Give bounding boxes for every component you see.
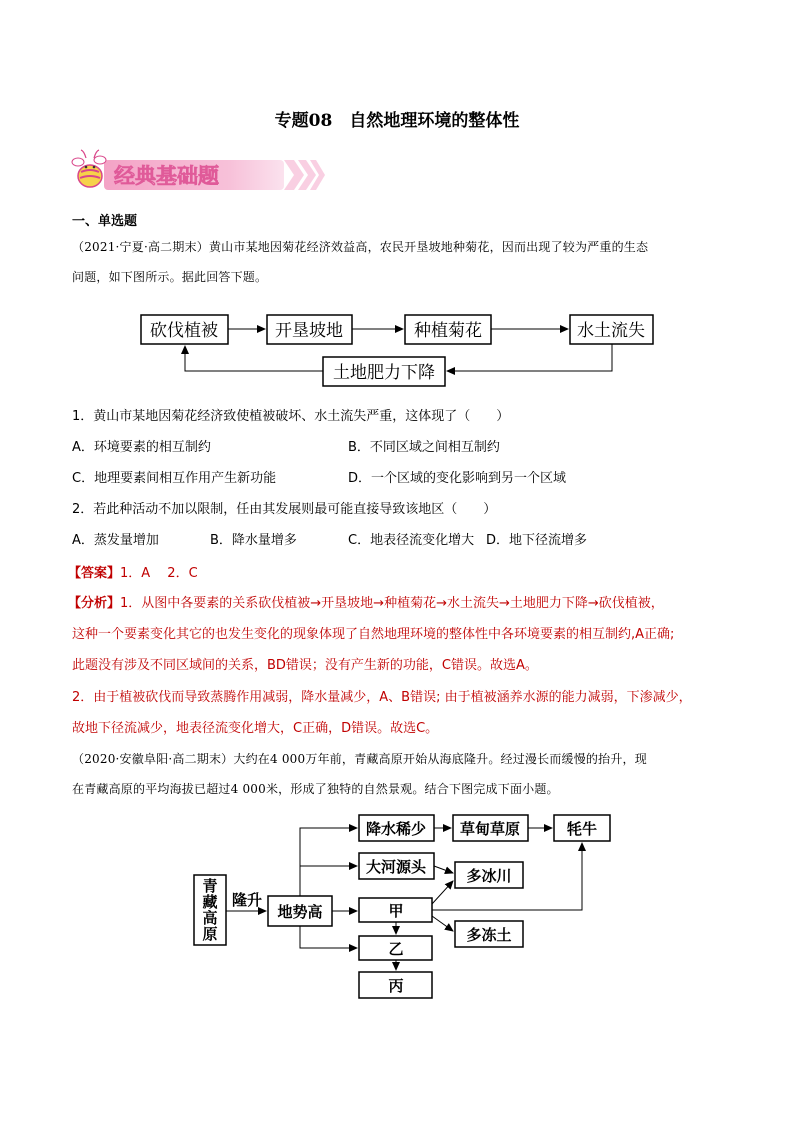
q1-text: 1．黄山市某地因菊花经济致使植被破坏、水土流失严重，这体现了（ ）: [72, 409, 510, 424]
section-heading: 一、单选题: [72, 214, 138, 229]
q1-option-a: A．环境要素的相互制约: [72, 440, 211, 455]
analysis-line3: 此题没有涉及不同区域间的关系，BD错误；没有产生新的功能，C错误。故选A。: [72, 658, 538, 673]
q1-option-b: B．不同区域之间相互制约: [348, 440, 500, 455]
q1-intro-line2: 问题，如下图所示。据此回答下题。: [72, 270, 268, 284]
label-glacier: 多冰川: [466, 867, 512, 885]
label-soil-fertility: 土地肥力下降: [333, 363, 435, 383]
q1-intro-line1: （2021·宁夏·高二期末）黄山市某地因菊花经济效益高，农民开垦坡地种菊花，因而出现了较为严重的生态: [72, 240, 649, 254]
label-soil-erosion: 水土流失: [577, 321, 645, 341]
label-uplift: 隆升: [231, 891, 263, 909]
q2-option-d: D．地下径流增多: [486, 533, 588, 548]
label-deforestation: 砍伐植被: [150, 321, 218, 341]
page-title: 专题08 自然地理环境的整体性: [274, 111, 520, 131]
analysis-text-1: 1．从图中各要素的关系砍伐植被→开垦坡地→种植菊花→水土流失→土地肥力下降→砍伐植被，: [120, 596, 664, 611]
banner-label: 经典基础题: [114, 164, 219, 188]
label-jia: 甲: [388, 902, 404, 920]
label-plant-chrysanthemum: 种植菊花: [414, 321, 482, 341]
q2-option-b: B．降水量增多: [210, 533, 297, 548]
analysis-line2: 这种一个要素变化其它的也发生变化的现象体现了自然地理环境的整体性中各环境要素的相互制约,A正确;: [72, 627, 675, 642]
label-reclaim-slope: 开垦坡地: [275, 321, 343, 341]
label-river-source: 大河源头: [365, 858, 427, 876]
label-low-rain: 降水稀少: [365, 820, 427, 838]
label-yak: 牦牛: [566, 820, 598, 838]
label-meadow: 草甸草原: [459, 820, 521, 838]
plateau-char-3: 高: [202, 909, 218, 927]
answer-value: 1．A 2．C: [120, 566, 198, 581]
plateau-char-2: 藏: [202, 893, 218, 911]
plateau-char-4: 原: [202, 925, 218, 943]
q2-text: 2．若此种活动不加以限制，任由其发展则最可能直接导致该地区（ ）: [72, 502, 497, 517]
label-high-terrain: 地势高: [277, 903, 323, 921]
analysis-line4: 2．由于植被砍伐而导致蒸腾作用减弱，降水量减少，A、B错误; 由于植被涵养水源的能力减弱，下渗减少，: [72, 690, 692, 705]
q1-option-d: D．一个区域的变化影响到另一个区域: [348, 471, 567, 486]
label-bing: 丙: [388, 977, 404, 995]
q2-option-a: A．蒸发量增加: [72, 533, 159, 548]
plateau-char-1: 青: [202, 877, 218, 895]
q3-intro-line1: （2020·安徽阜阳·高二期末）大约在4 000万年前，青藏高原开始从海底隆升。经过漫长而缓慢的抬升，现: [72, 752, 647, 766]
q1-option-c: C．地理要素间相互作用产生新功能: [72, 471, 277, 486]
q2-option-c: C．地表径流变化增大: [348, 533, 475, 548]
label-yi: 乙: [388, 940, 404, 958]
label-frozen-soil: 多冻土: [466, 926, 512, 944]
q3-intro-line2: 在青藏高原的平均海拔已超过4 000米，形成了独特的自然景观。结合下图完成下面小题。: [72, 782, 559, 796]
analysis-label: 【分析】: [68, 596, 121, 611]
analysis-line5: 故地下径流减少，地表径流变化增大，C正确，D错误。故选C。: [72, 721, 439, 736]
answer-label: 【答案】: [68, 566, 121, 581]
